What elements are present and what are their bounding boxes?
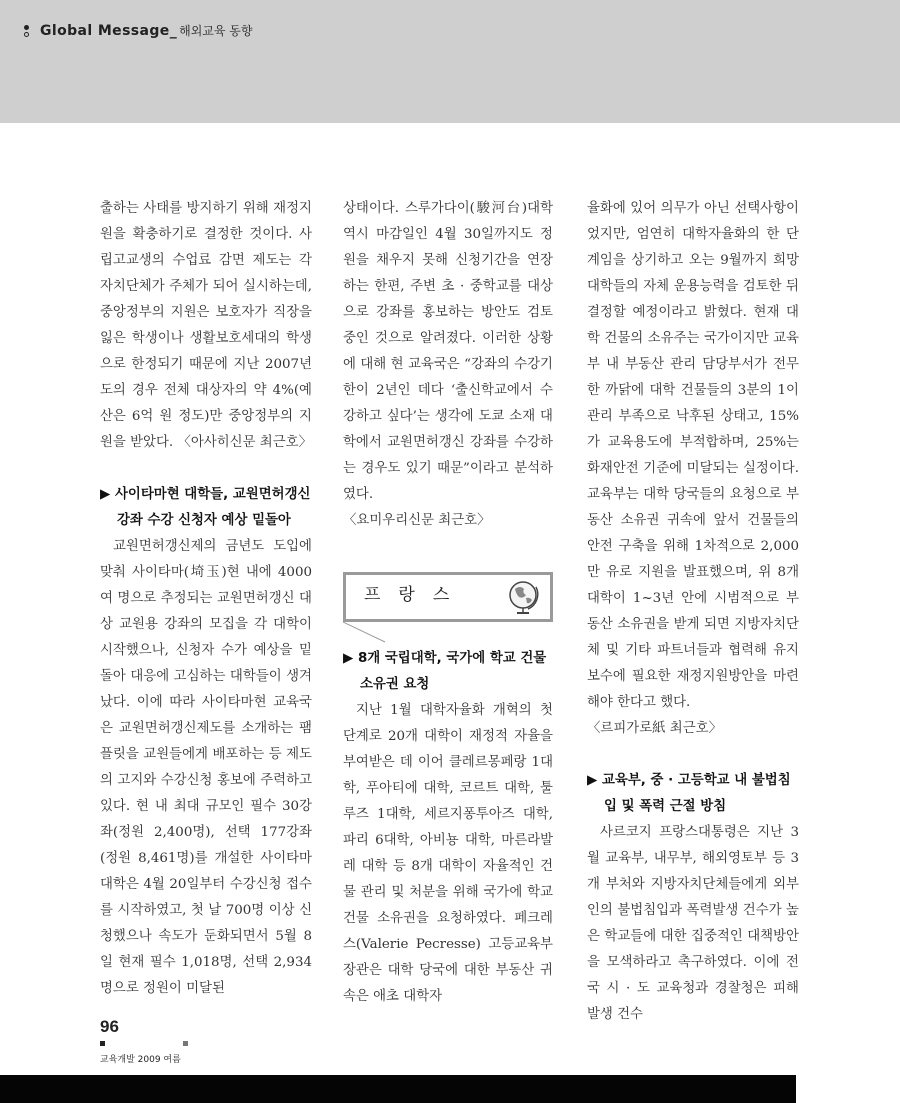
article-heading (343, 646, 553, 698)
footer-decoration (100, 1041, 190, 1047)
header-title-en: Global Message_ (40, 22, 178, 39)
paragraph: 교원면허갱신제의 금년도 도입에 맞춰 사이타마(埼玉)현 내에 4000여 명으로 추정되는 교원면허갱신 대상 교원용 강좌의 모집을 각 대학이 시작했으나, 신청자 수가 예상을 밑돌아 대응에 고심하는 대학들이 생겨났다. 이에 따라 사이타마현 교육국은 교원면허갱신제도를 소개하는 팸플릿을 교원들에게 배포하는 등 제도의 고지와 수강신청 홍보에 주력하고 있다. 현 내 최대 규모인 필수 30강좌(정원 2,400명), 선택 177강좌(정원 8,461명)를 개설한 사이타마대학은 4월 20일부터 수강신청 접수를 시작하였고, 첫 날 700명 이상 신청했으나 속도가 둔화되면서 5월 8일 현재 필수 1,018명, 선택 2,934명으로 정원이 미달된 (100, 539, 312, 996)
source-citation: 〈르피가로紙 최근호〉 (587, 721, 722, 736)
source-citation: 〈요미우리신문 최근호〉 (343, 513, 491, 528)
publication-name: 교육개발 2009 여름 (100, 1055, 181, 1065)
article-heading (100, 482, 312, 534)
running-header (24, 22, 252, 39)
heading-line: 강좌 수강 신청자 예상 밑돌아 (117, 513, 291, 528)
page-number: 96 (100, 1017, 119, 1036)
heading-line: 입 및 폭력 근절 방침 (604, 799, 727, 814)
section-label-box (343, 572, 553, 622)
column-2 (343, 196, 553, 1010)
header-title-kr: 해외교육 동향 (179, 24, 253, 38)
paragraph: 출하는 사태를 방지하기 위해 재정지원을 확충하기로 결정한 것이다. 사립고교생의 수업료 감면 제도는 각 자치단체가 주체가 되어 실시하는데, 중앙정부의 지원은 보호자가 직장을 잃은 학생이나 생활보호세대의 학생으로 한정되기 때문에 지난 2007년도의 경우 전체 대상자의 약 4%(예산은 6억 원 정도)만 중앙정부의 지원을 받았다. 〈아사히신문 최근호〉 (100, 201, 312, 450)
section-box-tail (343, 622, 403, 646)
section-label: 프랑스 (364, 585, 468, 605)
paragraph: 지난 1월 대학자율화 개혁의 첫 단계로 20개 대학이 재정적 자율을 부여받은 데 이어 클레르몽페랑 1대학, 푸아티에 대학, 코르트 대학, 툴루즈 1대학, 세르지퐁투아즈 대학, 파리 6대학, 아비뇽 대학, 마른라발레 대학 등 8개 대학이 자율적인 건물 관리 및 처분을 위해 국가에 학교건물 소유권을 요청하였다. 페크레스(Valerie Pecresse) 고등교육부장관은 대학 당국에 대한 부동산 귀속은 애초 대학자 (343, 703, 553, 1004)
header-band (0, 0, 900, 123)
globe-icon (506, 579, 542, 615)
column-3 (587, 196, 799, 1028)
bullet-dots-icon (24, 24, 32, 38)
paragraph: 사르코지 프랑스대통령은 지난 3월 교육부, 내무부, 해외영토부 등 3개 부처와 지방자치단체들에게 외부인의 불법침입과 폭력발생 건수가 높은 학교들에 대한 집중적인 대책방안을 모색하라고 촉구하였다. 이에 전국 시 · 도 교육청과 경찰청은 피해 발생 건수 (587, 825, 799, 1022)
column-1 (100, 196, 312, 1002)
paragraph: 상태이다. 스루가다이(駿河台)대학 역시 마감일인 4월 30일까지도 정원을 채우지 못해 신청기간을 연장하는 한편, 주변 초 · 중학교를 대상으로 강좌를 홍보하는 방안도 검토 중인 것으로 알려졌다. 이러한 상황에 대해 현 교육국은 “강좌의 수강기한이 2년인 데다 ‘출신학교에서 수강하고 싶다’는 생각에 도쿄 소재 대학에서 교원면허갱신 강좌를 수강하는 경우도 있기 때문”이라고 분석하였다. (343, 201, 553, 502)
article-heading (587, 768, 799, 820)
heading-line: ▶ 사이타마현 대학들, 교원면허갱신 (100, 487, 311, 502)
heading-line: ▶ 교육부, 중 · 고등학교 내 불법침 (587, 773, 791, 788)
paragraph: 율화에 있어 의무가 아닌 선택사항이었지만, 엄연히 대학자율화의 한 단계임을 상기하고 오는 9월까지 희망 대학들의 자체 운용능력을 검토한 뒤 결정할 예정이라고 밝혔다. 현재 대학 건물의 소유주는 국가이지만 교육부 내 부동산 관리 담당부서가 전무한 까닭에 대학 건물들의 3분의 1이 관리 부족으로 낙후된 상태고, 15%가 교육용도에 부적합하며, 25%는 화재안전 기준에 미달되는 실정이다. 교육부는 대학 당국들의 요청으로 부동산 소유권 귀속에 앞서 건물들의 안전 구축을 위해 1차적으로 2,000만 유로 지원을 발표했으며, 위 8개 대학이 1~3년 안에 시범적으로 부동산 소유권을 받게 되면 지방자치단체 및 기타 파트너들과 협력해 유지보수에 필요한 재정지원방안을 마련해야 한다고 했다. (587, 201, 799, 710)
heading-line: ▶ 8개 국립대학, 국가에 학교 건물 (343, 651, 547, 666)
heading-line: 소유권 요청 (360, 677, 430, 692)
footer-bar (0, 1075, 796, 1103)
